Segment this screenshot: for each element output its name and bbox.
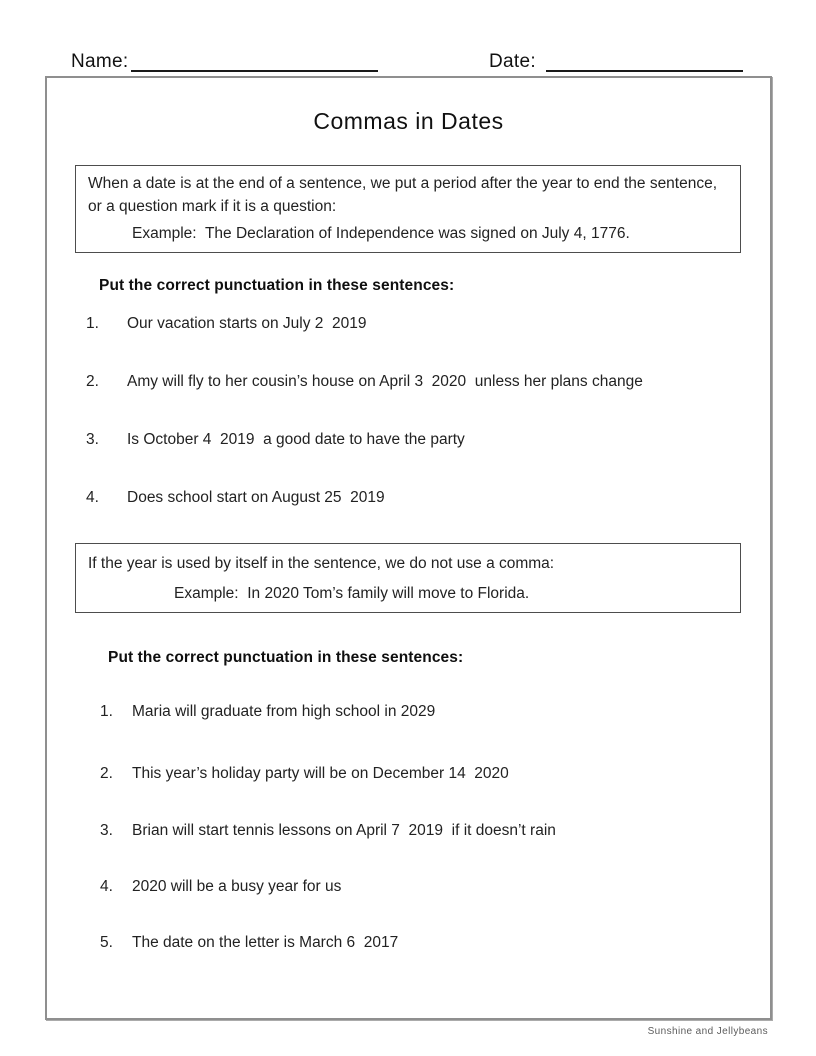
name-blank-field[interactable] <box>131 70 378 72</box>
rule-example: Example: In 2020 Tom’s family will move to Florida. <box>174 585 530 602</box>
sentence-item <box>86 488 385 508</box>
sentence-number: 4. <box>100 878 113 895</box>
worksheet-frame <box>45 76 772 1020</box>
sentence-text: The date on the letter is March 6 2017 <box>132 934 399 951</box>
sentence-number: 4. <box>86 489 99 506</box>
date-blank-field[interactable] <box>546 70 743 72</box>
sentence-item <box>100 702 435 722</box>
sentence-number: 3. <box>100 822 113 839</box>
sentence-number: 1. <box>86 315 99 332</box>
rule-box-year-alone <box>75 543 741 613</box>
sentence-item <box>100 764 509 784</box>
sentence-text: Brian will start tennis lessons on April 7 2019 if it doesn’t rain <box>132 822 556 839</box>
sentence-number: 5. <box>100 934 113 951</box>
section-2-heading: Put the correct punctuation in these sentences: <box>108 649 464 666</box>
sentence-text: Is October 4 2019 a good date to have the party <box>127 431 465 448</box>
rule-text: When a date is at the end of a sentence, we put a period after the year to end the sentence, or a question mark if it is a question: <box>88 175 722 215</box>
sentence-item <box>86 372 643 392</box>
page-title: Commas in Dates <box>313 108 504 134</box>
sentence-text: 2020 will be a busy year for us <box>132 878 342 895</box>
sentence-item <box>100 933 398 953</box>
name-label: Name: <box>71 51 129 72</box>
sentence-item <box>86 430 465 450</box>
sentence-number: 2. <box>100 765 113 782</box>
footer-credit: Sunshine and Jellybeans <box>647 1026 768 1037</box>
sentence-item <box>100 877 341 897</box>
sentence-number: 2. <box>86 373 99 390</box>
rule-example: Example: The Declaration of Independence was signed on July 4, 1776. <box>132 225 630 242</box>
sentence-number: 1. <box>100 703 113 720</box>
rule-text: If the year is used by itself in the sentence, we do not use a comma: <box>88 555 555 572</box>
sentence-item <box>100 821 556 841</box>
section-1-heading: Put the correct punctuation in these sentences: <box>99 277 455 294</box>
sentence-number: 3. <box>86 431 99 448</box>
sentence-text: Our vacation starts on July 2 2019 <box>127 315 367 332</box>
rule-box-period <box>75 165 741 253</box>
date-label: Date: <box>489 51 536 72</box>
sentence-text: Maria will graduate from high school in 2029 <box>132 703 436 720</box>
sentence-text: This year’s holiday party will be on December 14 2020 <box>132 765 509 782</box>
sentence-text: Does school start on August 25 2019 <box>127 489 385 506</box>
sentence-text: Amy will fly to her cousin’s house on April 3 2020 unless her plans change <box>127 373 643 390</box>
sentence-item <box>86 314 367 334</box>
